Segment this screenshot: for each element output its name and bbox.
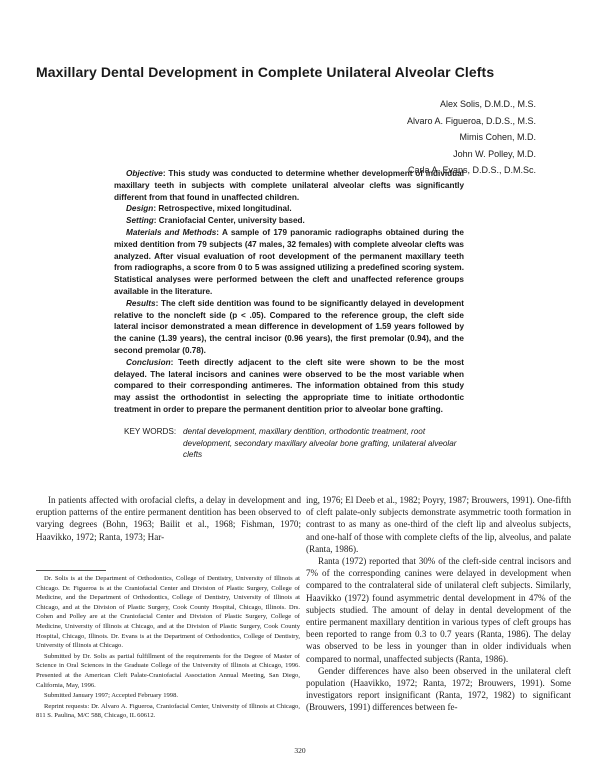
page-number: 320 (294, 746, 306, 755)
section-label: Conclusion (126, 357, 171, 367)
author-list (407, 96, 536, 179)
abstract-objective (114, 168, 464, 203)
abstract-conclusion (114, 357, 464, 416)
body-paragraph: ing, 1976; El Deeb et al., 1982; Poyry, 1987; Brouwers, 1991). One-fifth of cleft palate-only subjects demonstrate asymmetric tooth formation in contrast to as many as one-third of the cleft lip and alveolus subjects, and one-half of those with complete clefts of the lip, alveolus, and palate (Ranta, 1986). (306, 495, 571, 554)
abstract-text: : Teeth directly adjacent to the cleft site were shown to be the most delayed. The lateral incisors and canines were observed to be the most variable when compared to their corresponding antimeres. The information obtained from this study may assist the orthodontist in selecting the appropriate time to initiate orthodontic treatment in order to prepare the permanent dentition prior to alveolar bone grafting. (114, 357, 464, 414)
abstract-methods (114, 227, 464, 298)
article-title: Maxillary Dental Development in Complete Unilateral Alveolar Clefts (36, 64, 495, 80)
body-paragraph: In patients affected with orofacial clefts, a delay in development and eruption patterns of the entire permanent dentition has been observed to varying degrees (Bohn, 1963; Bailit et al., 1968; Fishman, 1970; Haavikko, 1972; Ranta, 1973; Har- (36, 495, 301, 542)
abstract (114, 168, 464, 416)
author-name: Alex Solis, D.M.D., M.S. (439, 99, 536, 109)
footnote-dates: Submitted January 1997; Accepted February 1998. (44, 692, 179, 700)
section-label: Design (126, 204, 154, 214)
footnote-divider (36, 570, 106, 571)
body-column-right (306, 494, 571, 714)
keywords-label: KEY WORDS: (124, 427, 177, 436)
abstract-setting (114, 215, 464, 227)
section-label: Objective (126, 169, 163, 178)
abstract-text: : Craniofacial Center, university based. (153, 216, 305, 226)
abstract-text: : A sample of 179 panoramic radiographs obtained during the mixed dentition from 79 subjects (47 males, 32 females) with complete alveolar clefts was analyzed. After visual evaluation of root development of the permanent maxillary teeth from radiographs, a score from 0 to 5 was assigned utilizing a predefined scoring system. Statistical analyses were performed between the cleft and unaffected reference groups available in the literature. (114, 227, 464, 296)
footnote-submitted: Submitted by Dr. Solis as partial fulfillment of the requirements for the Degree of Master of Science in Oral Sciences in the Graduate College of the University of Illinois at Chicago, 1996. Presented at the American Cleft Palate-Craniofacial Association Annual Meeting, San Diego, California, May, 1996. (36, 652, 300, 689)
abstract-text: : This study was conducted to determine whether development of individual maxillary teeth in subjects with complete unilateral alveolar clefts was significantly different from that found in unaffected children. (114, 169, 464, 202)
body-paragraph: Ranta (1972) reported that 30% of the cleft-side central incisors and 7% of the corresponding canines were delayed in development when compared to the contralateral side of unilateral cleft subjects. Similarly, Haavikko (1972) found asymmetric dental development in 47% of the subjects studied. The amount of delay in dental development of the entire permanent maxillary dentition in various types of cleft groups has been reported to range from 0.3 to 0.7 years (Ranta, 1986). The delay was observed to be less in younger than in older individuals when compared to normal, unaffected subjects (Ranta, 1986). (306, 556, 571, 664)
keywords-text: dental development, maxillary dentition, orthodontic treatment, root development, secondary maxillary alveolar bone grafting, unilateral alveolar clefts (183, 427, 457, 459)
footnotes (36, 574, 300, 722)
body-paragraph: Gender differences have also been observed in the unilateral cleft population (Haavikko, 1972; Ranta, 1972; Brouwers, 1991). Some investigators report insignificant (Ranta, 1972, 1982) to significant (Brouwers, 1991) differences between fe- (306, 665, 571, 713)
section-label: Results (126, 298, 156, 308)
author-name: Alvaro A. Figueroa, D.D.S., M.S. (406, 115, 536, 126)
body-column-left (36, 494, 301, 543)
author-name: Mimis Cohen, M.D. (459, 132, 536, 142)
abstract-text: : The cleft side dentition was found to be significantly delayed in development relative to the noncleft side (p < .05). Compared to the reference group, the cleft side lateral incisor demonstrated a mean difference in development of 1.59 years followed by the canine (1.39 years), the central incisor (0.96 years), the first premolar (0.94), and the second premolar (0.78). (114, 298, 464, 355)
author-name: Carla A. Evans, D.D.S., D.M.Sc. (407, 165, 536, 175)
section-label: Materials and Methods (126, 227, 217, 237)
abstract-design (114, 203, 464, 215)
author-name: John W. Polley, M.D. (453, 148, 536, 159)
abstract-text: : Retrospective, mixed longitudinal. (153, 204, 292, 214)
keywords (124, 426, 464, 461)
footnote-reprints: Reprint requests: Dr. Alvaro A. Figueroa, Craniofacial Center, University of Illinois at Chicago, 811 S. Paulina, M/C 588, Chicago, IL 60612. (36, 702, 300, 720)
footnote-affiliation: Dr. Solis is at the Department of Orthodontics, College of Dentistry, University of Illinois at Chicago. Dr. Figueroa is at the Craniofacial Center and Division of Plastic Surgery, College of Medicine, and the Department of Orthodontics, College of Dentistry, University of Illinois at Chicago, and at the Division of Plastic Surgery, Cook County Hospital, Chicago, Illinois. Drs. Cohen and Polley are at the Craniofacial Center and Division of Plastic Surgery, College of Medicine, University of Illinois at Chicago, and at the Division of Plastic Surgery, Cook County Hospital, Chicago, Illinois. Dr. Evans is at the Department of Orthodontics, College of Dentistry, University of Illinois at Chicago. (36, 575, 300, 650)
abstract-results (114, 298, 464, 357)
section-label: Setting (126, 216, 154, 226)
